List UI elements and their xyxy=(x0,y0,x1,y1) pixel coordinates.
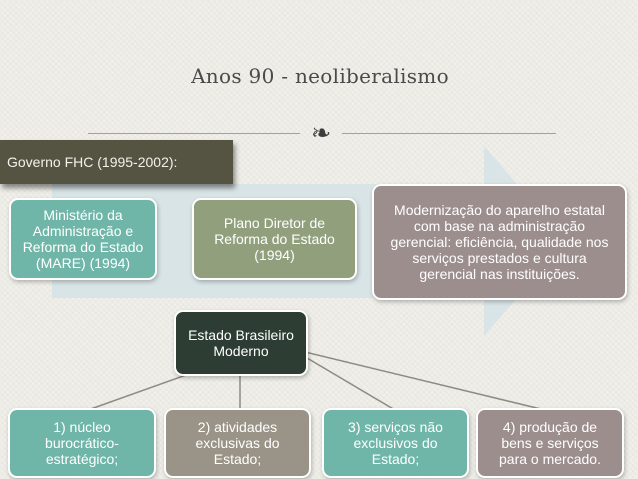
connector-line xyxy=(88,370,200,410)
connector-line xyxy=(305,352,545,410)
hierarchy-root xyxy=(174,310,308,376)
hierarchy-child-label: 4) produção de bens e serviços para o mercado. xyxy=(499,419,601,467)
process-step-plano-diretor xyxy=(192,198,357,280)
slide-title: Anos 90 - neoliberalismo xyxy=(191,64,449,88)
process-step-mare xyxy=(9,198,157,280)
process-step-label: Plano Diretor de Reforma do Estado (1994) xyxy=(214,215,335,263)
process-step-label: Modernização do aparelho estatal com base na administração gerencial: eficiência, qualidade nos serviços prestados e cultura gerencial nas instituições. xyxy=(390,202,609,282)
hierarchy-child-2 xyxy=(164,408,311,478)
hierarchy-child-3 xyxy=(322,408,469,478)
decorative-flourish-icon: ❧ xyxy=(310,119,332,147)
hierarchy-child-4 xyxy=(476,408,624,478)
title-divider-right xyxy=(342,133,556,134)
process-step-label: Ministério da Administração e Reforma do Estado (MARE) (1994) xyxy=(22,207,144,271)
hierarchy-root-label: Estado Brasileiro Moderno xyxy=(188,327,294,359)
hierarchy-child-label: 3) serviços não exclusivos do Estado; xyxy=(348,419,443,467)
government-banner: Governo FHC (1995-2002): xyxy=(0,140,233,184)
title-divider-left xyxy=(88,133,300,134)
hierarchy-child-label: 1) núcleo burocrático-estratégico; xyxy=(45,419,119,467)
hierarchy-child-1 xyxy=(8,408,156,478)
hierarchy-child-label: 2) atividades exclusivas do Estado; xyxy=(195,419,280,467)
process-step-modernizacao xyxy=(372,184,627,300)
